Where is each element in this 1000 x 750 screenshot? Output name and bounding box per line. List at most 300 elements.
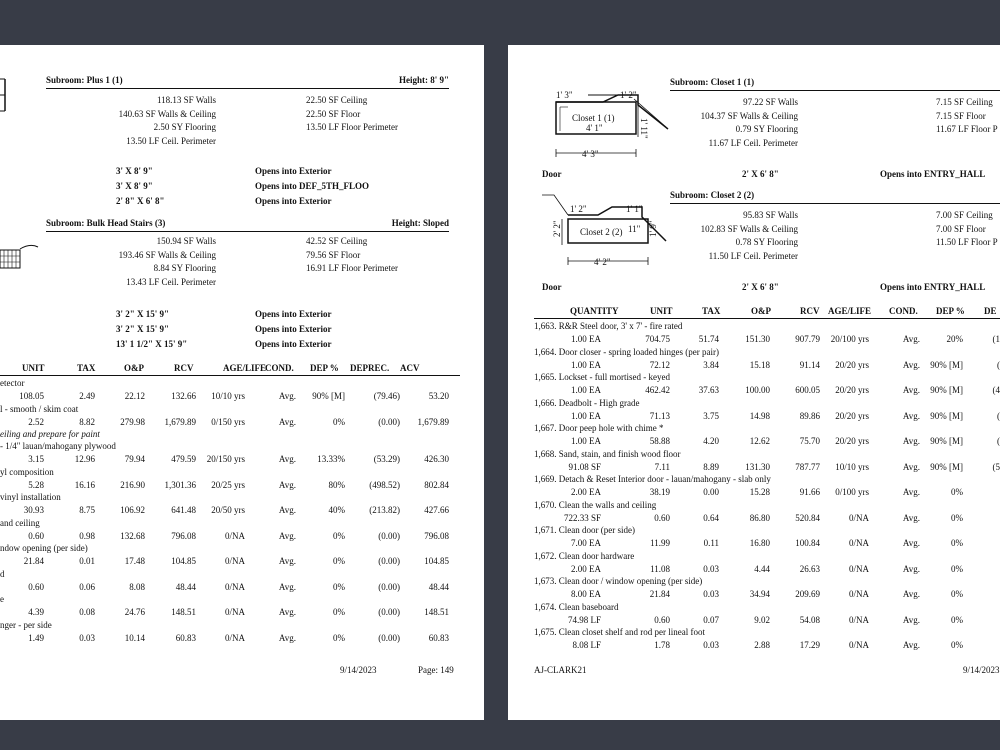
right-line-item-unit: 0.60	[654, 512, 670, 523]
left-line-item-description: l - smooth / skim coat	[0, 403, 79, 414]
left-line-item-qty: 0.60	[28, 530, 44, 541]
plus1-measure-right: 13.50 LF Floor Perimeter	[306, 122, 398, 132]
closet2-left-dim: 2' 2"	[552, 220, 562, 237]
left-line-item-cond: Avg.	[278, 454, 296, 464]
left-table-divider	[0, 375, 460, 376]
closet1-measure-left: 104.37 SF Walls & Ceiling	[700, 110, 798, 121]
closet1-measure-right: 7.15 SF Floor	[936, 110, 986, 121]
right-table-divider	[534, 318, 1000, 319]
plus1-opening-destination: Opens into DEF_5TH_FLOO	[255, 181, 370, 191]
left-line-item-op: 79.94	[124, 454, 145, 464]
right-line-item-unit: 72.12	[649, 359, 670, 370]
right-line-item-description: 1,675. Clean closet shelf and rod per lineal foot	[534, 627, 705, 637]
right-line-item-cond: Avg.	[902, 589, 920, 599]
left-line-item-dep: 90% [M]	[312, 391, 345, 401]
left-line-item-description: ndow opening (per side)	[0, 543, 88, 553]
closet1-subroom-title: Subroom: Closet 1 (1)	[670, 77, 755, 87]
right-line-item-dep: 0%	[951, 614, 963, 625]
stairs-measure-right: 16.91 LF Floor Perimeter	[306, 263, 398, 273]
closet2-divider	[670, 203, 1000, 204]
right-line-item-age: 20/20 yrs	[835, 385, 869, 395]
right-line-item-tax: 8.89	[703, 461, 719, 472]
left-line-item-qty: 3.15	[28, 454, 44, 464]
right-line-item-description: 1,667. Door peep hole with chime *	[534, 423, 664, 433]
left-line-item-description: eiling and prepare for paint	[0, 429, 100, 439]
left-line-item-description: vinyl installation	[0, 492, 61, 502]
left-line-item-rcv: 104.85	[171, 556, 196, 566]
right-line-item-qty: 8.00 EA	[571, 589, 601, 599]
right-line-item-age: 0/NA	[849, 512, 869, 523]
right-line-item-dep: 0%	[951, 512, 963, 523]
right-line-item-cond: Avg.	[902, 436, 920, 446]
right-line-item-rcv: 17.29	[799, 640, 820, 650]
stairs-sketch-fragment	[0, 241, 44, 281]
right-line-item-cond: Avg.	[902, 385, 920, 395]
right-line-item-age: 0/NA	[849, 640, 869, 650]
right-line-item-unit: 704.75	[645, 334, 670, 344]
right-line-item-age: 20/20 yrs	[835, 359, 869, 370]
right-line-item-rcv: 100.84	[795, 538, 820, 548]
closet1-measure-left: 11.67 LF Ceil. Perimeter	[708, 137, 798, 148]
plus1-divider	[46, 88, 449, 89]
right-line-item-dep: 0%	[951, 487, 963, 497]
left-line-item-deprec: (53.29)	[373, 454, 400, 464]
left-line-item-age: 0/150 yrs	[211, 416, 245, 427]
right-line-item-op: 100.00	[745, 385, 770, 395]
plus1-subroom-title: Subroom: Plus 1 (1)	[46, 75, 123, 85]
closet2-measure-left: 102.83 SF Walls & Ceiling	[700, 223, 798, 234]
right-line-item-unit: 11.08	[650, 563, 670, 574]
plus1-measure-right: 22.50 SF Floor	[306, 108, 361, 119]
left-line-item-cond: Avg.	[278, 416, 296, 427]
plus1-opening-size: 3' X 8' 9"	[116, 181, 153, 191]
closet1-divider	[670, 90, 1000, 91]
left-line-item-cond: Avg.	[278, 556, 296, 566]
right-line-item-deprec: (4	[992, 385, 1000, 395]
stairs-opening-destination: Opens into Exterior	[255, 309, 332, 319]
left-line-item-deprec: (0.00)	[378, 581, 400, 592]
right-line-item-dep: 90% [M]	[930, 461, 963, 472]
right-line-item-dep: 0%	[951, 538, 963, 548]
closet1-opening-label: Door	[542, 169, 562, 179]
left-line-item-cond: Avg.	[278, 581, 296, 592]
left-column-header: DEPREC.	[350, 363, 390, 373]
left-line-item-age: 0/NA	[225, 632, 245, 643]
stairs-measure-right: 79.56 SF Floor	[306, 249, 361, 260]
left-line-item-acv: 796.08	[424, 530, 449, 541]
stairs-divider	[46, 231, 449, 232]
left-line-item-deprec: (0.00)	[378, 416, 400, 427]
right-line-item-age: 20/20 yrs	[835, 410, 869, 421]
right-line-item-cond: Avg.	[902, 334, 920, 344]
left-line-item-op: 216.90	[120, 479, 145, 490]
closet2-dim-1: 1' 2"	[570, 204, 587, 214]
right-line-item-dep: 90% [M]	[930, 359, 963, 370]
right-line-item-unit: 7.11	[654, 461, 670, 472]
left-line-item-dep: 80%	[328, 479, 345, 490]
right-line-item-description: 1,669. Detach & Reset Interior door - lauan/mahogany - slab only	[534, 474, 771, 484]
closet2-measure-left: 11.50 LF Ceil. Perimeter	[708, 250, 798, 261]
plus1-sketch-fragment	[0, 75, 40, 135]
right-line-item-tax: 0.03	[703, 640, 719, 650]
right-line-item-op: 131.30	[745, 461, 770, 472]
left-line-item-rcv: 148.51	[171, 607, 196, 617]
left-column-header: ACV	[400, 363, 420, 373]
left-column-header: AGE/LIFE	[223, 363, 267, 373]
right-line-item-tax: 0.00	[703, 487, 719, 497]
right-line-item-qty: 722.33 SF	[563, 512, 601, 523]
left-line-item-unit: 8.75	[79, 505, 95, 515]
left-line-item-description: d	[0, 568, 5, 579]
right-line-item-rcv: 209.69	[795, 589, 820, 599]
left-column-header: O&P	[124, 363, 144, 373]
right-line-item-tax: 51.74	[698, 334, 719, 344]
left-line-item-dep: 0%	[333, 632, 345, 643]
right-footer-date: 9/14/2023	[963, 665, 1000, 675]
left-line-item-unit: 0.01	[79, 556, 95, 566]
right-line-item-age: 20/20 yrs	[835, 436, 869, 446]
right-line-item-qty: 1.00 EA	[571, 410, 601, 421]
right-column-header: UNIT	[650, 306, 673, 316]
left-line-item-dep: 0%	[333, 607, 345, 617]
left-line-item-deprec: (213.82)	[369, 505, 400, 515]
left-line-item-deprec: (0.00)	[378, 632, 400, 643]
right-line-item-op: 34.94	[749, 589, 770, 599]
right-line-item-dep: 0%	[951, 640, 963, 650]
right-line-item-tax: 3.75	[703, 410, 719, 421]
closet1-bottom-dim: 4' 3"	[582, 149, 599, 159]
left-line-item-description: nger - per side	[0, 619, 52, 630]
right-line-item-unit: 462.42	[645, 385, 670, 395]
left-line-item-acv: 60.83	[428, 632, 449, 643]
left-line-item-unit: 16.16	[74, 479, 95, 490]
right-line-item-rcv: 600.05	[795, 385, 820, 395]
right-line-item-dep: 90% [M]	[930, 436, 963, 446]
left-line-item-qty: 5.28	[28, 479, 44, 490]
closet2-inner-dim: 11"	[628, 224, 641, 234]
plus1-height: Height: 8' 9"	[399, 75, 449, 85]
right-line-item-cond: Avg.	[902, 512, 920, 523]
left-line-item-age: 20/150 yrs	[206, 454, 245, 464]
right-column-header: QUANTITY	[570, 306, 619, 316]
left-line-item-qty: 21.84	[23, 556, 44, 566]
right-line-item-op: 86.80	[749, 512, 770, 523]
closet1-dim-1: 1' 3"	[556, 90, 573, 100]
closet2-floor-sketch	[542, 195, 672, 277]
stairs-opening-destination: Opens into Exterior	[255, 324, 332, 334]
right-column-header: O&P	[751, 306, 771, 316]
right-line-item-description: 1,666. Deadbolt - High grade	[534, 397, 640, 408]
left-line-item-acv: 426.30	[424, 454, 449, 464]
right-line-item-qty: 1.00 EA	[571, 436, 601, 446]
closet2-measure-left: 0.78 SY Flooring	[735, 237, 798, 247]
left-line-item-dep: 13.33%	[317, 454, 345, 464]
left-line-item-deprec: (0.00)	[378, 530, 400, 541]
left-line-item-op: 24.76	[124, 607, 145, 617]
right-line-item-age: 0/NA	[849, 563, 869, 574]
closet1-measure-left: 97.22 SF Walls	[743, 97, 798, 107]
closet2-measure-right: 7.00 SF Ceiling	[936, 210, 993, 220]
right-line-item-age: 0/100 yrs	[835, 487, 869, 497]
left-line-item-rcv: 48.44	[175, 581, 196, 592]
right-line-item-cond: Avg.	[902, 410, 920, 421]
right-column-header: RCV	[800, 306, 820, 316]
right-line-item-deprec: (1	[992, 334, 1000, 344]
left-line-item-qty: 2.52	[28, 416, 44, 427]
left-footer-date: 9/14/2023	[340, 665, 377, 675]
left-line-item-dep: 40%	[328, 505, 345, 515]
right-line-item-cond: Avg.	[902, 640, 920, 650]
left-line-item-unit: 0.98	[79, 530, 95, 541]
closet1-dim-2: 1' 2"	[620, 90, 637, 100]
left-line-item-cond: Avg.	[278, 632, 296, 643]
right-line-item-op: 15.18	[749, 359, 770, 370]
closet1-label: Closet 1 (1)	[572, 113, 615, 123]
closet2-side-dim: 1' 9"	[648, 220, 658, 237]
left-line-item-description: e	[0, 594, 4, 604]
left-line-item-cond: Avg.	[278, 607, 296, 617]
right-line-item-description: 1,674. Clean baseboard	[534, 601, 619, 612]
right-line-item-description: 1,673. Clean door / window opening (per side)	[534, 576, 703, 586]
left-line-item-acv: 148.51	[424, 607, 449, 617]
left-line-item-qty: 1.49	[28, 632, 44, 643]
left-line-item-op: 279.98	[120, 416, 145, 427]
right-line-item-description: 1,668. Sand, stain, and finish wood floor	[534, 448, 681, 459]
plus1-opening-size: 2' 8" X 6' 8"	[116, 196, 165, 206]
right-line-item-op: 12.62	[749, 436, 770, 446]
left-column-header: DEP %	[310, 363, 339, 373]
closet2-subroom-title: Subroom: Closet 2 (2)	[670, 190, 755, 200]
plus1-measure-left: 2.50 SY Flooring	[153, 122, 216, 132]
left-line-item-op: 132.68	[120, 530, 145, 541]
right-line-item-op: 15.28	[749, 487, 770, 497]
right-line-item-tax: 0.07	[703, 614, 719, 625]
stairs-measure-left: 193.46 SF Walls & Ceiling	[118, 249, 216, 260]
right-line-item-tax: 4.20	[703, 436, 719, 446]
closet2-opening-size: 2' X 6' 8"	[742, 282, 779, 292]
closet2-label: Closet 2 (2)	[580, 227, 623, 237]
right-line-item-tax: 3.84	[703, 359, 719, 370]
right-line-item-qty: 74.98 LF	[567, 614, 601, 625]
left-line-item-op: 106.92	[120, 505, 145, 515]
closet1-side-dim: 1' 11"	[639, 118, 649, 139]
left-line-item-description: etector	[0, 378, 25, 388]
left-line-item-unit: 8.82	[79, 416, 95, 427]
stairs-measure-right: 42.52 SF Ceiling	[306, 236, 368, 246]
plus1-measure-right: 22.50 SF Ceiling	[306, 95, 368, 105]
left-line-item-age: 20/25 yrs	[211, 479, 245, 490]
right-line-item-age: 20/100 yrs	[830, 334, 869, 344]
plus1-measure-left: 13.50 LF Ceil. Perimeter	[126, 135, 216, 146]
left-line-item-age: 0/NA	[225, 530, 245, 541]
right-line-item-cond: Avg.	[902, 487, 920, 497]
left-line-item-dep: 0%	[333, 530, 345, 541]
stairs-subroom-title: Subroom: Bulk Head Stairs (3)	[46, 218, 166, 228]
left-line-item-rcv: 796.08	[171, 530, 196, 541]
closet2-opening-label: Door	[542, 282, 562, 292]
left-line-item-age: 0/NA	[225, 581, 245, 592]
left-line-item-op: 22.12	[124, 391, 145, 401]
stairs-measure-left: 150.94 SF Walls	[156, 236, 216, 246]
left-line-item-unit: 0.03	[79, 632, 95, 643]
right-line-item-qty: 1.00 EA	[571, 359, 601, 370]
right-line-item-unit: 0.60	[654, 614, 670, 625]
right-line-item-age: 0/NA	[849, 538, 869, 548]
stairs-measure-left: 8.84 SY Flooring	[153, 263, 216, 273]
closet1-measure-right: 11.67 LF Floor P	[936, 124, 998, 134]
left-column-header: RCV	[174, 363, 194, 373]
right-line-item-unit: 11.99	[650, 538, 670, 548]
right-line-item-unit: 58.88	[649, 436, 670, 446]
left-line-item-acv: 427.66	[424, 505, 449, 515]
right-line-item-rcv: 520.84	[795, 512, 820, 523]
right-line-item-tax: 0.03	[703, 563, 719, 574]
right-line-item-description: 1,663. R&R Steel door, 3' x 7' - fire rated	[534, 321, 683, 331]
closet2-measure-right: 11.50 LF Floor P	[936, 237, 998, 247]
left-line-item-rcv: 1,301.36	[164, 479, 196, 490]
right-line-item-rcv: 91.66	[799, 487, 820, 497]
right-line-item-rcv: 91.14	[799, 359, 820, 370]
left-line-item-acv: 48.44	[428, 581, 449, 592]
left-line-item-age: 20/50 yrs	[211, 505, 245, 515]
left-column-header: UNIT	[22, 363, 45, 373]
right-line-item-cond: Avg.	[902, 538, 920, 548]
right-line-item-tax: 0.64	[703, 512, 719, 523]
right-line-item-unit: 38.19	[649, 487, 670, 497]
left-column-header: COND.	[265, 363, 294, 373]
right-line-item-op: 2.88	[754, 640, 770, 650]
left-line-item-dep: 0%	[333, 581, 345, 592]
stairs-measure-left: 13.43 LF Ceil. Perimeter	[126, 276, 216, 287]
left-line-item-dep: 0%	[333, 416, 345, 427]
right-column-header: COND.	[889, 306, 918, 316]
left-line-item-qty: 0.60	[28, 581, 44, 592]
left-line-item-deprec: (498.52)	[369, 479, 400, 490]
right-line-item-unit: 1.78	[654, 640, 670, 650]
estimate-page-right	[508, 45, 1000, 720]
left-line-item-acv: 802.84	[424, 479, 449, 490]
closet2-dim-2: 1' 1"	[626, 204, 643, 214]
right-line-item-op: 151.30	[745, 334, 770, 344]
stairs-height: Height: Sloped	[391, 218, 449, 228]
left-line-item-op: 17.48	[124, 556, 145, 566]
stairs-opening-destination: Opens into Exterior	[255, 339, 332, 349]
left-line-item-deprec: (79.46)	[373, 391, 400, 401]
right-footer-code: AJ-CLARK21	[534, 665, 587, 675]
right-column-header: DEP %	[936, 306, 965, 316]
closet1-inner-dim: 4' 1"	[586, 123, 603, 133]
right-line-item-qty: 2.00 EA	[571, 487, 601, 497]
left-line-item-tax: 2.49	[79, 391, 95, 401]
left-line-item-cond: Avg.	[278, 391, 296, 401]
right-line-item-rcv: 75.70	[799, 436, 820, 446]
right-line-item-age: 0/NA	[849, 589, 869, 599]
right-line-item-dep: 20%	[946, 334, 963, 344]
right-line-item-cond: Avg.	[902, 359, 920, 370]
right-column-header: TAX	[702, 306, 721, 316]
closet1-opening-destination: Opens into ENTRY_HALL	[880, 169, 986, 179]
right-line-item-deprec: (	[997, 359, 1000, 370]
right-line-item-op: 9.02	[754, 614, 770, 625]
left-line-item-acv: 104.85	[424, 556, 449, 566]
left-line-item-op: 10.14	[124, 632, 145, 643]
plus1-measure-left: 140.63 SF Walls & Ceiling	[118, 108, 216, 119]
right-line-item-rcv: 26.63	[799, 563, 820, 574]
right-line-item-description: 1,670. Clean the walls and ceiling	[534, 499, 657, 510]
left-line-item-age: 10/10 yrs	[211, 391, 245, 401]
closet2-measure-left: 95.83 SF Walls	[743, 210, 798, 220]
closet1-opening-size: 2' X 6' 8"	[742, 169, 779, 179]
right-line-item-dep: 0%	[951, 563, 963, 574]
right-line-item-description: 1,665. Lockset - full mortised - keyed	[534, 372, 670, 382]
right-line-item-cond: Avg.	[902, 461, 920, 472]
closet1-measure-right: 7.15 SF Ceiling	[936, 97, 993, 107]
left-line-item-cond: Avg.	[278, 530, 296, 541]
right-line-item-qty: 1.00 EA	[571, 334, 601, 344]
left-line-item-unit: 108.05	[19, 391, 44, 401]
right-line-item-tax: 0.11	[703, 538, 719, 548]
right-line-item-op: 4.44	[754, 563, 770, 574]
closet1-floor-sketch	[548, 87, 668, 165]
right-line-item-unit: 21.84	[649, 589, 670, 599]
left-line-item-unit: 0.06	[79, 581, 95, 592]
plus1-opening-destination: Opens into Exterior	[255, 196, 332, 206]
left-line-item-cond: Avg.	[278, 505, 296, 515]
left-line-item-rcv: 1,679.89	[164, 416, 196, 427]
right-column-header: AGE/LIFE	[828, 306, 872, 316]
right-line-item-rcv: 907.79	[795, 334, 820, 344]
left-line-item-op: 8.08	[129, 581, 145, 592]
right-line-item-dep: 90% [M]	[930, 410, 963, 421]
right-line-item-unit: 71.13	[649, 410, 670, 421]
right-line-item-tax: 0.03	[703, 589, 719, 599]
left-line-item-description: and ceiling	[0, 517, 40, 528]
left-line-item-rcv: 132.66	[171, 391, 196, 401]
stairs-opening-size: 13' 1 1/2" X 15' 9"	[116, 339, 188, 349]
right-line-item-description: 1,672. Clean door hardware	[534, 550, 635, 561]
right-line-item-description: 1,671. Clean door (per side)	[534, 525, 635, 535]
plus1-measure-left: 118.13 SF Walls	[156, 95, 216, 105]
right-line-item-op: 14.98	[749, 410, 770, 421]
closet2-measure-right: 7.00 SF Floor	[936, 223, 986, 234]
left-line-item-unit: 0.08	[79, 607, 95, 617]
right-line-item-deprec: (	[997, 436, 1000, 446]
left-line-item-acv: 1,679.89	[417, 416, 449, 427]
right-line-item-tax: 37.63	[698, 385, 719, 395]
left-line-item-dep: 0%	[333, 556, 345, 566]
right-line-item-dep: 90% [M]	[930, 385, 963, 395]
estimate-page-left	[0, 45, 484, 720]
left-line-item-age: 0/NA	[225, 607, 245, 617]
left-line-item-age: 0/NA	[225, 556, 245, 566]
left-line-item-unit: 12.96	[74, 454, 95, 464]
right-line-item-deprec: (	[997, 410, 1000, 421]
right-line-item-age: 10/10 yrs	[835, 461, 869, 472]
left-line-item-rcv: 641.48	[171, 505, 196, 515]
left-line-item-cond: Avg.	[278, 479, 296, 490]
right-line-item-rcv: 54.08	[799, 614, 820, 625]
right-line-item-rcv: 89.86	[799, 410, 820, 421]
right-line-item-dep: 0%	[951, 589, 963, 599]
left-line-item-acv: 53.20	[428, 391, 449, 401]
left-line-item-qty: 30.93	[23, 505, 44, 515]
right-line-item-cond: Avg.	[902, 614, 920, 625]
left-column-header: TAX	[77, 363, 96, 373]
left-line-item-description: yl composition	[0, 466, 54, 477]
left-line-item-deprec: (0.00)	[378, 556, 400, 566]
closet1-measure-left: 0.79 SY Flooring	[735, 124, 798, 134]
left-line-item-rcv: 479.59	[171, 454, 196, 464]
